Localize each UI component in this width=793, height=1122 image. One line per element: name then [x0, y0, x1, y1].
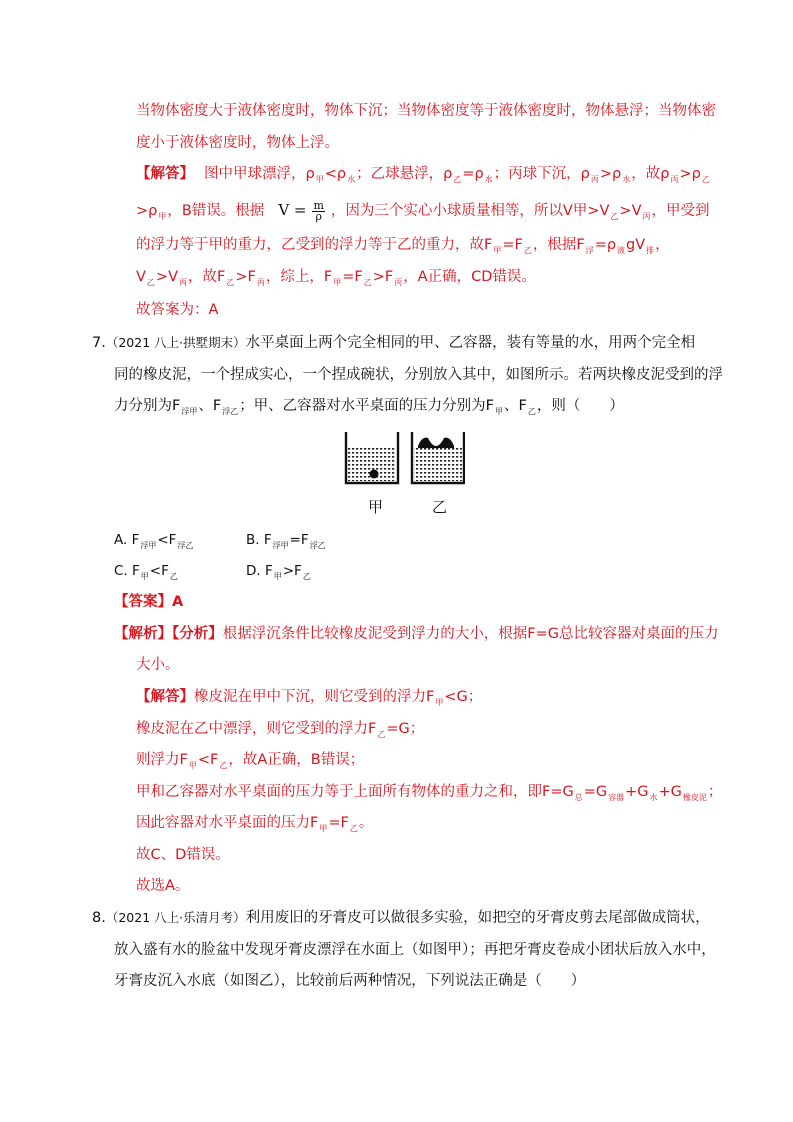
subscript: 浮乙 — [177, 541, 194, 550]
solve-line-4 — [136, 782, 722, 808]
text: =F — [289, 532, 309, 548]
solve-line-7: 故选A。 — [136, 878, 190, 894]
option-c[interactable] — [114, 561, 179, 587]
text: ， — [655, 237, 670, 253]
subscript: 甲 — [158, 212, 167, 221]
text: =G — [583, 784, 608, 800]
question-8-line-3: 牙膏皮沉入水底（如图乙），比较前后两种情况，下列说法正确是（ ） — [114, 973, 586, 989]
subscript: 橡皮泥 — [682, 793, 707, 802]
text: ； — [707, 784, 723, 800]
text: =F — [342, 269, 363, 285]
subscript: 丙 — [590, 175, 599, 184]
text: ，综上，F — [265, 269, 333, 285]
subscript: 浮乙 — [222, 407, 239, 416]
text: A. F — [114, 532, 140, 548]
solve-line-2 — [136, 719, 424, 745]
text: D. F — [246, 563, 273, 579]
text: =ρ — [462, 166, 484, 182]
text: B. F — [246, 532, 272, 548]
text: =G； — [386, 721, 425, 737]
text: ；丙球下沉，ρ — [493, 166, 590, 182]
subscript: 乙 — [527, 407, 536, 416]
text: V — [136, 269, 146, 285]
question-8-line-1 — [92, 908, 710, 928]
subscript: 乙 — [349, 824, 358, 833]
subscript: 浮甲 — [181, 407, 198, 416]
analysis-line-2: 大小。 — [136, 657, 180, 673]
containers-svg — [340, 428, 465, 518]
text: gV — [626, 237, 646, 253]
question-number: 7. — [92, 335, 106, 351]
subscript: 排 — [646, 246, 655, 255]
fraction-denominator: ρ — [315, 209, 322, 223]
text: ，故ρ — [631, 166, 670, 182]
subscript: 乙 — [377, 730, 386, 739]
subscript: 乙 — [523, 246, 532, 255]
text: 橡皮泥在乙中漂浮，则它受到的浮力F — [136, 721, 377, 737]
solution-tag: 【解答】 — [136, 166, 194, 182]
container-yi — [412, 432, 464, 483]
text: >ρ — [136, 203, 158, 219]
text: ，故F — [188, 269, 226, 285]
answer-tag-line: 【答案】A — [114, 594, 184, 610]
text: 力分别为F — [114, 398, 181, 414]
text: 、F — [504, 398, 527, 414]
subscript: 丙 — [394, 278, 403, 287]
text: =ρ — [594, 237, 617, 253]
text: ，因为三个实心小球质量相等，所以V甲>V — [330, 203, 610, 219]
text: 水平桌面上两个完全相同的甲、乙容器，装有等量的水，用两个完全相 — [245, 335, 696, 351]
subscript: 水 — [347, 175, 356, 184]
solution-line-1 — [136, 164, 711, 190]
text: <F — [197, 752, 219, 768]
text: 甲和乙容器对水平桌面的压力等于上面所有物体的重力之和，即F=G — [136, 784, 574, 800]
question-number: 8. — [92, 910, 106, 926]
option-b[interactable] — [246, 530, 327, 556]
text: >ρ — [599, 166, 622, 182]
text: ，甲受到 — [651, 203, 710, 219]
solution-line-4 — [136, 267, 536, 293]
subscript: 水 — [484, 175, 493, 184]
text: <F — [157, 532, 177, 548]
subscript: 丙 — [179, 278, 187, 287]
analysis-tag: 【解析】【分析】 — [114, 626, 223, 642]
subscript: 总 — [574, 793, 583, 802]
analysis-continuation-line-2: 度小于液体密度时，物体上浮。 — [136, 135, 339, 151]
subscript: 水 — [649, 793, 658, 802]
text: >F — [372, 269, 394, 285]
subscript: 丙 — [642, 212, 651, 221]
text: >ρ — [679, 166, 701, 182]
figure-label-yi: 乙 — [432, 498, 448, 516]
subscript: 乙 — [701, 175, 710, 184]
subscript: 甲 — [333, 278, 342, 287]
text: 、F — [198, 398, 222, 414]
text: +G — [658, 784, 682, 800]
text: >V — [155, 269, 178, 285]
text: <ρ — [324, 166, 347, 182]
question-8-line-2: 放入盛有水的脸盆中发现牙膏皮漂浮在水面上（如图甲）；再把牙膏皮卷成小团状后放入水中， — [114, 942, 716, 958]
text: <F — [149, 563, 169, 579]
mass-over-density-fraction — [312, 198, 324, 223]
text: >F — [282, 563, 302, 579]
text: <G； — [444, 689, 483, 705]
question-7-line-3 — [114, 396, 624, 422]
subscript: 甲 — [435, 698, 444, 707]
text: C. F — [114, 563, 140, 579]
fraction-numerator: m — [313, 198, 324, 212]
subscript: 甲 — [140, 572, 149, 581]
question-source: （2021 八上·拱墅期末） — [105, 335, 246, 350]
subscript: 丙 — [670, 175, 679, 184]
solve-line-6: 故C、D错误。 — [136, 847, 230, 863]
text: 因此容器对水平桌面的压力F — [136, 815, 319, 831]
subscript: 乙 — [302, 572, 311, 581]
subscript: 液 — [617, 246, 626, 255]
subscript: 甲 — [188, 761, 197, 770]
solve-line-5 — [136, 813, 373, 839]
subscript: 乙 — [363, 278, 372, 287]
text: ，根据F — [532, 237, 585, 253]
text: >V — [619, 203, 642, 219]
subscript: 甲 — [493, 246, 502, 255]
subscript: 容器 — [608, 793, 625, 802]
text: 则浮力F — [136, 752, 188, 768]
text: ；甲、乙容器对水平桌面的压力分别为F — [239, 398, 495, 414]
analysis-line-1 — [114, 624, 718, 644]
subscript: 甲 — [319, 824, 328, 833]
solve-line-3 — [136, 750, 364, 776]
text: 根据浮沉条件比较橡皮泥受到浮力的大小，根据F=G总比较容器对桌面的压力 — [222, 626, 719, 642]
text: 的浮力等于甲的重力，乙受到的浮力等于乙的重力，故F — [136, 237, 493, 253]
text: 图中甲球漂浮，ρ — [204, 166, 315, 182]
subscript: 水 — [622, 175, 631, 184]
subscript: 甲 — [315, 175, 324, 184]
text: =F — [502, 237, 523, 253]
solid-clay-ball — [370, 470, 379, 479]
text: ，故A正确，B错误； — [228, 752, 365, 768]
text: +G — [625, 784, 649, 800]
text: 。 — [358, 815, 374, 831]
solve-line-1 — [136, 687, 482, 713]
text: 利用废旧的牙膏皮可以做很多实验，如把空的牙膏皮剪去尾部做成筒状， — [245, 910, 710, 926]
subscript: 乙 — [610, 212, 619, 221]
subscript: 浮甲 — [272, 541, 289, 550]
subscript: 浮甲 — [140, 541, 157, 550]
text: 橡皮泥在甲中下沉，则它受到的浮力F — [194, 689, 435, 705]
question-7-line-1 — [92, 333, 695, 353]
solve-tag: 【解答】 — [136, 689, 194, 705]
subscript: 浮 — [585, 246, 594, 255]
formula-lhs: V = — [278, 201, 307, 219]
answer-conclusion: 故答案为：A — [136, 302, 219, 318]
option-d[interactable] — [246, 561, 312, 587]
text: ，B错误。根据 — [167, 203, 265, 219]
option-a[interactable] — [114, 530, 194, 556]
subscript: 甲 — [495, 407, 504, 416]
subscript: 乙 — [169, 572, 178, 581]
solution-line-2 — [136, 200, 710, 227]
text: =F — [328, 815, 349, 831]
subscript: 丙 — [256, 278, 265, 287]
subscript: 甲 — [273, 572, 282, 581]
question-7-line-2: 同的橡皮泥，一个捏成实心，一个捏成碗状，分别放入其中，如图所示。若两块橡皮泥受到的浮 — [114, 367, 723, 383]
subscript: 乙 — [219, 761, 228, 770]
text: >F — [235, 269, 256, 285]
bowl-clay — [418, 438, 454, 448]
question-source: （2021 八上·乐清月考） — [105, 910, 246, 925]
solution-line-3 — [136, 235, 670, 261]
figure-label-jia: 甲 — [368, 498, 384, 516]
subscript: 乙 — [226, 278, 235, 287]
container-jia — [346, 432, 398, 483]
subscript: 浮乙 — [309, 541, 326, 550]
analysis-continuation-line-1: 当物体密度大于液体密度时，物体下沉；当物体密度等于液体密度时，物体悬浮；当物体密 — [136, 103, 716, 119]
text: ，A正确，CD错误。 — [403, 269, 536, 285]
subscript: 乙 — [146, 278, 155, 287]
text: ；乙球悬浮，ρ — [356, 166, 453, 182]
containers-figure — [340, 428, 465, 518]
volume-formula — [278, 198, 331, 223]
text: ，则（ ） — [536, 398, 624, 414]
subscript: 乙 — [453, 175, 462, 184]
